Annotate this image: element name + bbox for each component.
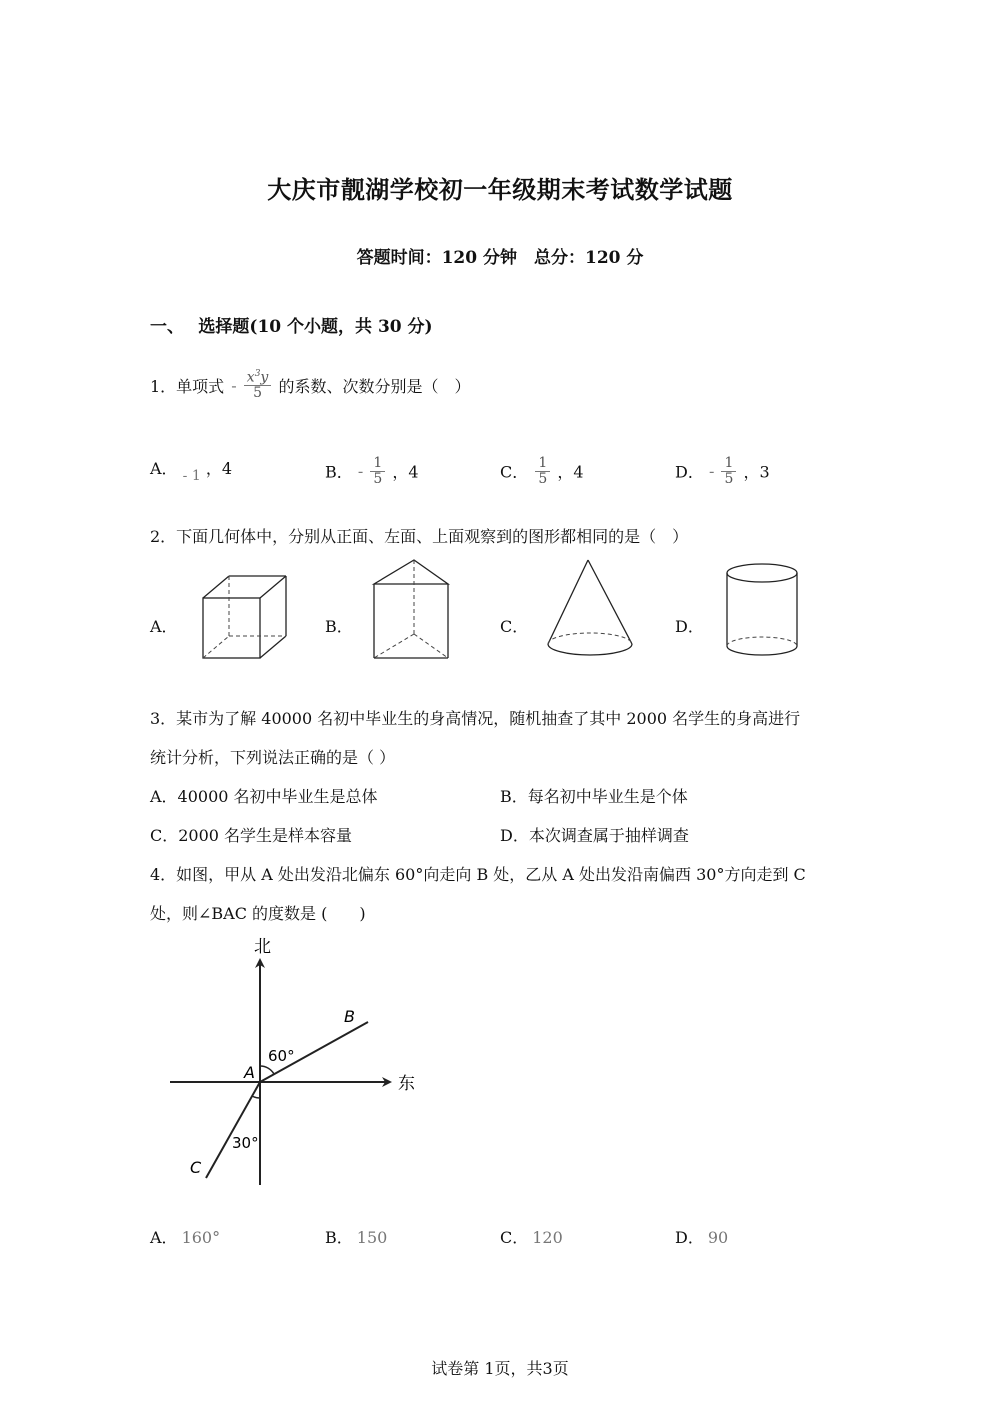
- q3-option-d: D．本次调查属于抽样调查: [500, 826, 689, 845]
- point-a-label: A: [244, 1063, 255, 1082]
- q4-option-b: [325, 1225, 387, 1248]
- triangular-prism-icon: [366, 554, 456, 664]
- q1-option-b-den: 5: [370, 471, 385, 487]
- question-1-stem: [150, 370, 470, 401]
- q1-option-b-rest: ，4: [392, 462, 419, 482]
- q1-den: 5: [244, 385, 272, 401]
- question-3-stem-line2: 统计分析，下列说法正确的是（ ）: [150, 748, 396, 767]
- question-3-stem-line1: 3．某市为了解 40000 名初中毕业生的身高情况，随机抽查了其中 2000 名学生的身高进行: [150, 709, 801, 728]
- north-label: 北: [254, 937, 271, 957]
- q1-option-a: [150, 456, 232, 484]
- q2-option-b-letter: B．: [325, 617, 353, 636]
- q4-option-a-value: 160°: [181, 1228, 221, 1247]
- q1-option-c-rest: ，4: [557, 462, 584, 482]
- exam-subtitle: 答题时间：120 分钟 总分：120 分: [356, 248, 644, 268]
- q4-option-a: [150, 1225, 220, 1248]
- q1-option-c-fraction: [535, 456, 550, 486]
- q3-option-c: C．2000 名学生是样本容量: [150, 826, 353, 845]
- q1-option-d-den: 5: [721, 471, 736, 487]
- cone-icon: [540, 556, 640, 660]
- point-c-label: C: [190, 1158, 202, 1177]
- q4-option-d-value: 90: [707, 1228, 729, 1247]
- exam-title: 大庆市靓湖学校初一年级期末考试数学试题: [267, 175, 733, 204]
- q3-option-a: A．40000 名初中毕业生是总体: [150, 787, 378, 806]
- q1-option-d-minus: -: [708, 461, 715, 481]
- q1-option-c-num: 1: [538, 455, 548, 471]
- q1-option-a-rest: ，4: [205, 459, 233, 478]
- section-heading: 一、 选择题(10 个小题，共 30 分): [150, 317, 433, 337]
- cylinder-icon: [722, 560, 806, 662]
- q1-option-b-letter: B．: [325, 462, 353, 482]
- q1-option-a-value: - 1: [182, 468, 201, 484]
- q3-option-b: B．每名初中毕业生是个体: [500, 787, 688, 806]
- q1-option-d: [675, 456, 770, 486]
- q1-option-d-fraction: [721, 456, 736, 486]
- q4-option-c-value: 120: [532, 1228, 563, 1247]
- q1-prefix: 1．单项式: [150, 377, 225, 397]
- q1-option-c: [500, 456, 584, 486]
- q4-option-a-letter: A．: [150, 1228, 178, 1247]
- q1-option-b-num: 1: [373, 455, 383, 471]
- q4-option-d: [675, 1225, 728, 1248]
- q1-option-d-rest: ，3: [743, 462, 770, 482]
- point-b-label: B: [344, 1007, 355, 1026]
- q4-option-d-letter: D．: [675, 1228, 704, 1247]
- q2-option-d-letter: D．: [675, 617, 704, 636]
- question-2-stem: 2．下面几何体中，分别从正面、左面、上面观察到的图形都相同的是（ ）: [150, 527, 689, 546]
- angle-arc-30: [252, 1096, 260, 1098]
- angle-60-label: 60°: [268, 1047, 295, 1065]
- q1-option-b-minus: -: [357, 461, 364, 481]
- q4-option-b-letter: B．: [325, 1228, 353, 1247]
- angle-arc-60: [260, 1066, 274, 1074]
- q1-option-b: [325, 456, 419, 486]
- question-4-stem-line1: 4．如图，甲从 A 处出发沿北偏东 60°向走向 B 处，乙从 A 处出发沿南偏西 30°方向走到 C: [150, 865, 806, 884]
- east-label: 东: [398, 1074, 415, 1094]
- q1-option-a-letter: A．: [150, 459, 178, 478]
- page-footer: 试卷第 1页，共3页: [431, 1359, 569, 1378]
- q1-option-b-fraction: [370, 456, 385, 486]
- q1-option-d-num: 1: [724, 455, 734, 471]
- q1-option-d-letter: D．: [675, 462, 704, 482]
- q4-option-b-value: 150: [356, 1228, 388, 1247]
- q4-option-c-letter: C．: [500, 1228, 529, 1247]
- q4-option-c: [500, 1225, 563, 1248]
- q1-monomial-fraction: [244, 370, 272, 401]
- q1-option-c-den: 5: [535, 471, 550, 487]
- q2-option-c-letter: C．: [500, 617, 529, 636]
- angle-30-label: 30°: [232, 1134, 259, 1152]
- q1-num-exp: 3: [254, 369, 261, 379]
- q1-option-c-letter: C．: [500, 462, 529, 482]
- q1-suffix: 的系数、次数分别是（ ）: [278, 377, 471, 397]
- q1-num-x: x: [246, 369, 255, 386]
- q2-option-a-letter: A．: [150, 617, 178, 636]
- question-4-stem-line2: 处，则∠BAC 的度数是 ( ): [150, 904, 366, 923]
- cube-icon: [195, 568, 295, 666]
- compass-direction-figure: [160, 930, 430, 1200]
- q1-minus: -: [231, 376, 237, 396]
- q1-num-y: y: [260, 369, 269, 386]
